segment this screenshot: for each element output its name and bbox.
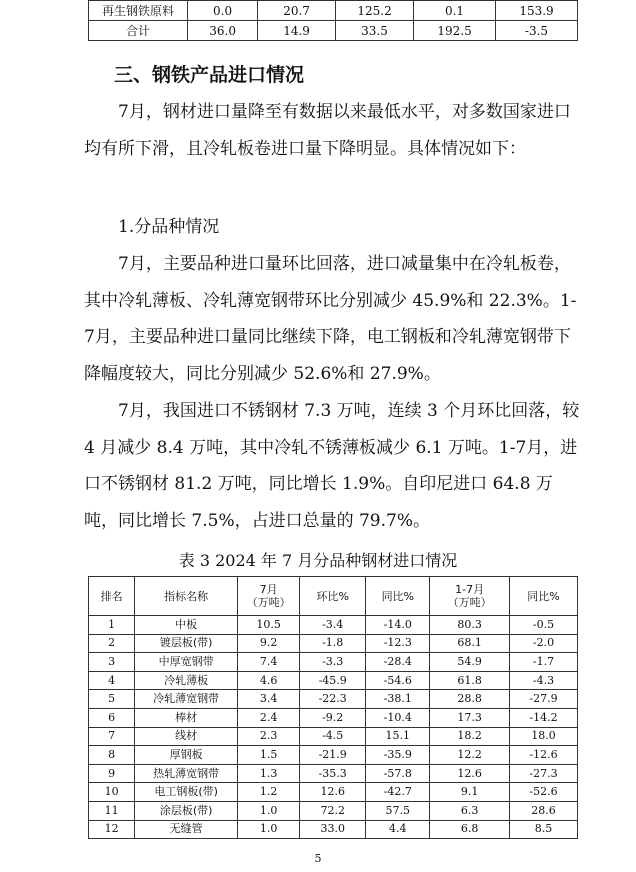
table-cell: 72.2 — [300, 801, 366, 820]
table-cell: 12 — [89, 820, 135, 839]
table-cell: 3.4 — [238, 690, 300, 709]
table-cell: 125.2 — [336, 1, 414, 21]
column-header: 指标名称 — [135, 577, 238, 616]
paragraph-variety: 7月，主要品种进口量环比回落，进口减量集中在冷轧板卷，其中冷轧薄板、冷轧薄宽钢带环比分别减少 45.9%和 22.3%。1-7月，主要品种进口量同比继续下降，电工钢板和冷轧薄宽钢带下降幅度较大，同比分别减少 52.6%和 27.9%。 — [84, 254, 577, 384]
table-cell: 中厚宽钢带 — [135, 653, 238, 672]
table-cell: 热轧薄宽钢带 — [135, 764, 238, 783]
table-cell: 18.0 — [509, 727, 577, 746]
table-cell: 36.0 — [188, 21, 258, 41]
table-cell: 6.3 — [430, 801, 510, 820]
table-cell: 1.2 — [238, 783, 300, 802]
table-cell: 9.1 — [430, 783, 510, 802]
table-cell: -38.1 — [366, 690, 430, 709]
table-cell: 28.6 — [509, 801, 577, 820]
table-cell: 4 — [89, 671, 135, 690]
table-cell: -4.3 — [509, 671, 577, 690]
section-heading: 三、钢铁产品进口情况 — [114, 64, 305, 86]
table-cell: -12.3 — [366, 634, 430, 653]
table-cell: 8.5 — [509, 820, 577, 839]
table-cell: -12.6 — [509, 746, 577, 765]
table-cell: 12.6 — [300, 783, 366, 802]
table-cell: -3.4 — [300, 616, 366, 635]
table-cell: -14.2 — [509, 708, 577, 727]
table-cell: -22.3 — [300, 690, 366, 709]
table-cell: 10 — [89, 783, 135, 802]
table-cell: 2 — [89, 634, 135, 653]
table-cell: 中板 — [135, 616, 238, 635]
table-row — [89, 690, 578, 709]
table-cell: -35.9 — [366, 746, 430, 765]
table-cell: 192.5 — [414, 21, 496, 41]
paragraph-stainless: 7月，我国进口不锈钢材 7.3 万吨，连续 3 个月环比回落，较 4 月减少 8.4 万吨，其中冷轧不锈薄板减少 6.1 万吨。1-7月，进口不锈钢材 81.2 万吨，同比增长 1.9%。自印尼进口 64.8 万吨，同比增长 7.5%，占进口总量的 79.7%。 — [84, 401, 580, 531]
table-cell: 153.9 — [496, 1, 578, 21]
table-cell: -3.3 — [300, 653, 366, 672]
table-cell: 54.9 — [430, 653, 510, 672]
table-cell: -45.9 — [300, 671, 366, 690]
table-cell: 厚钢板 — [135, 746, 238, 765]
table-cell: 1 — [89, 616, 135, 635]
table-row — [89, 21, 578, 41]
table-cell: 33.5 — [336, 21, 414, 41]
table-cell: 冷轧薄宽钢带 — [135, 690, 238, 709]
table-cell: 2.4 — [238, 708, 300, 727]
top-table — [88, 0, 578, 41]
table-cell: -21.9 — [300, 746, 366, 765]
table-cell: 0.1 — [414, 1, 496, 21]
table-cell: -57.8 — [366, 764, 430, 783]
table-cell: 61.8 — [430, 671, 510, 690]
table-cell: 线材 — [135, 727, 238, 746]
table-cell: 6 — [89, 708, 135, 727]
table-row — [89, 783, 578, 802]
table-row — [89, 801, 578, 820]
table-cell: 4.4 — [366, 820, 430, 839]
table-row — [89, 653, 578, 672]
table-cell: 14.9 — [258, 21, 336, 41]
table-cell: 17.3 — [430, 708, 510, 727]
table-cell: 合计 — [89, 21, 188, 41]
table-cell: 33.0 — [300, 820, 366, 839]
table-cell: -9.2 — [300, 708, 366, 727]
table-cell: 无缝管 — [135, 820, 238, 839]
column-header: 排名 — [89, 577, 135, 616]
table-cell: -1.8 — [300, 634, 366, 653]
table-cell: 8 — [89, 746, 135, 765]
table-cell: 15.1 — [366, 727, 430, 746]
top-table-body — [89, 1, 578, 41]
table-cell: -54.6 — [366, 671, 430, 690]
table-cell: 11 — [89, 801, 135, 820]
import-table — [88, 576, 578, 839]
table-cell: 冷轧薄板 — [135, 671, 238, 690]
table-cell: -10.4 — [366, 708, 430, 727]
table-cell: -35.3 — [300, 764, 366, 783]
table-cell: 再生钢铁原料 — [89, 1, 188, 21]
table-row — [89, 820, 578, 839]
table-cell: 4.6 — [238, 671, 300, 690]
table-cell: 9 — [89, 764, 135, 783]
table-cell: 1.0 — [238, 801, 300, 820]
table-cell: 1.5 — [238, 746, 300, 765]
table-row — [89, 727, 578, 746]
table-cell: 5 — [89, 690, 135, 709]
table-cell: 2.3 — [238, 727, 300, 746]
table-cell: 6.8 — [430, 820, 510, 839]
table-cell: -14.0 — [366, 616, 430, 635]
table-cell: -27.9 — [509, 690, 577, 709]
table-row — [89, 1, 578, 21]
table-cell: 12.6 — [430, 764, 510, 783]
table-cell: 1.3 — [238, 764, 300, 783]
subheading-by-variety: 1.分品种情况 — [118, 217, 220, 237]
table-cell: 10.5 — [238, 616, 300, 635]
table-cell: 28.8 — [430, 690, 510, 709]
table-cell: 3 — [89, 653, 135, 672]
table-row — [89, 671, 578, 690]
table-cell: 1.0 — [238, 820, 300, 839]
table-cell: -27.3 — [509, 764, 577, 783]
table-cell: 7.4 — [238, 653, 300, 672]
table-row — [89, 708, 578, 727]
table-cell: 电工钢板(带) — [135, 783, 238, 802]
table-row — [89, 746, 578, 765]
column-header: 同比% — [509, 577, 577, 616]
table-cell: -52.6 — [509, 783, 577, 802]
table-cell: 0.0 — [188, 1, 258, 21]
table-cell: -42.7 — [366, 783, 430, 802]
column-header: 1-7月 （万吨） — [430, 577, 510, 616]
table-cell: 80.3 — [430, 616, 510, 635]
column-header: 同比% — [366, 577, 430, 616]
table-cell: 涂层板(带) — [135, 801, 238, 820]
column-header: 环比% — [300, 577, 366, 616]
header-row — [89, 577, 578, 616]
table-cell: 12.2 — [430, 746, 510, 765]
table-cell: 7 — [89, 727, 135, 746]
column-header: 7月 （万吨） — [238, 577, 300, 616]
table-cell: 棒材 — [135, 708, 238, 727]
table-cell: -1.7 — [509, 653, 577, 672]
table-cell: -28.4 — [366, 653, 430, 672]
table-caption: 表 3 2024 年 7 月分品种钢材进口情况 — [178, 551, 458, 570]
table-cell: 20.7 — [258, 1, 336, 21]
table-cell: -4.5 — [300, 727, 366, 746]
table-row — [89, 764, 578, 783]
table-cell: 57.5 — [366, 801, 430, 820]
table-row — [89, 616, 578, 635]
table-row — [89, 634, 578, 653]
paragraph-import-overview: 7月，钢材进口量降至有数据以来最低水平，对多数国家进口均有所下滑，且冷轧板卷进口量下降明显。具体情况如下： — [84, 102, 571, 159]
table-cell: -2.0 — [509, 634, 577, 653]
import-table-head — [89, 577, 578, 616]
table-cell: -3.5 — [496, 21, 578, 41]
table-cell: 镀层板(带) — [135, 634, 238, 653]
table-cell: -0.5 — [509, 616, 577, 635]
table-cell: 68.1 — [430, 634, 510, 653]
import-table-body — [89, 616, 578, 839]
page-number: 5 — [314, 852, 322, 865]
table-cell: 18.2 — [430, 727, 510, 746]
table-cell: 9.2 — [238, 634, 300, 653]
